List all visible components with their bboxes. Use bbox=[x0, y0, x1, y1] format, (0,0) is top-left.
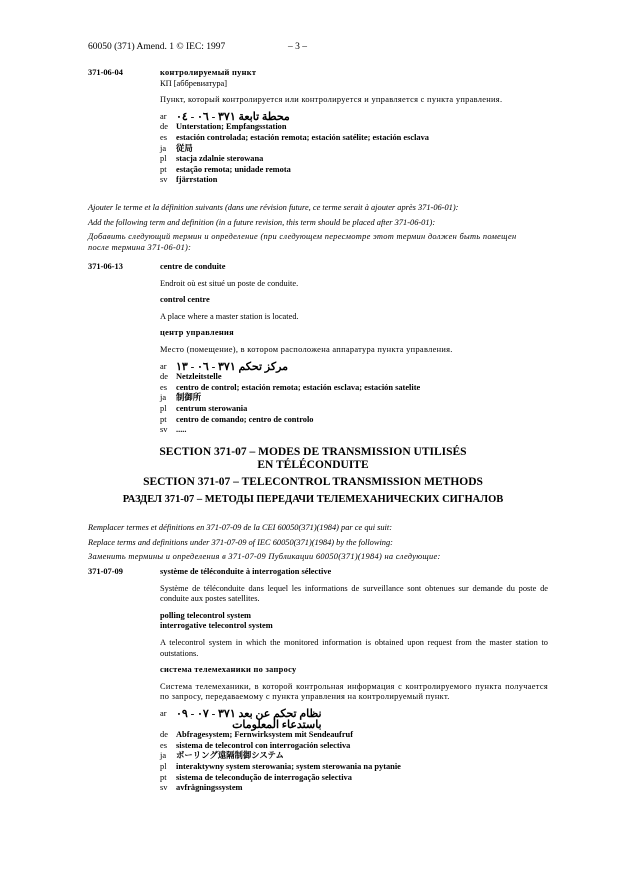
note-en: Add the following term and definition (in a future revision, this term should be placed after 371-06-01): bbox=[88, 217, 436, 227]
lang-row-ar: ar نظام تحكم عن بعد ٣٧١ - ٠٧ - ٠٩ باستدعاء المعلومات bbox=[160, 707, 322, 731]
note-fr: Remplacer termes et définitions en 371-07-09 de la CEI 60050(371)(1984) par ce qui suit: bbox=[88, 523, 392, 532]
note-fr: Ajouter le terme et la définition suivants (dans une révision future, ce terme serait à ajouter après 371-06-01): bbox=[88, 203, 459, 212]
lang-row: de Netzleitstelle bbox=[160, 372, 222, 382]
en-term-1: polling telecontrol system bbox=[160, 610, 252, 620]
lang-row: ja ポーリング遠隔制御システム bbox=[160, 751, 284, 761]
lang-row: ar مركز تحكم ٣٧١ - ٠٦ - ١٣ bbox=[160, 360, 289, 373]
lang-row: pl centrum sterowania bbox=[160, 403, 248, 413]
amendment-note-1 bbox=[88, 203, 538, 253]
entry-number: 371-07-09 bbox=[88, 567, 123, 576]
header-page-number: – 3 – bbox=[288, 42, 307, 52]
ru-term: система телемеханики по запросу bbox=[160, 665, 297, 675]
ru-definition: Система телемеханики, в которой контрольная информация с контролируемого пункта получается по запросу, передаваемому с пункта управления на контролируемый пункт. bbox=[160, 681, 548, 702]
en-term: control centre bbox=[160, 295, 210, 305]
lang-row: de Unterstation; Empfangsstation bbox=[160, 122, 287, 132]
section-title-ru: РАЗДЕЛ 371-07 – МЕТОДЫ ПЕРЕДАЧИ ТЕЛЕМЕХАНИЧЕСКИХ СИГНАЛОВ bbox=[122, 494, 504, 505]
lang-row: sv fjärrstation bbox=[160, 175, 218, 185]
section-title-fr-line2: EN TÉLÉCONDUITE bbox=[257, 459, 369, 471]
lang-row: sv ..... bbox=[160, 425, 187, 435]
ru-abbr: КП [аббревиатура] bbox=[160, 78, 228, 88]
lang-row: es centro de control; estación remota; estación esclava; estación satelite bbox=[160, 382, 421, 392]
lang-row: ja 従局 bbox=[160, 143, 193, 153]
lang-row: pt sistema de telecondução de interrogação selectiva bbox=[160, 772, 352, 782]
lang-row: sv avfrågningssystem bbox=[160, 783, 243, 793]
lang-row: es estación controlada; estación remota; estación satélite; estación esclava bbox=[160, 132, 429, 142]
note-ru: Заменить термины и определения в 371-07-09 Публикации 60050(371)(1984) на следующие: bbox=[88, 552, 441, 562]
note-ru: Добавить следующий термин и определение (при следующем пересмотре этот термин должен быть помещен после термина 371-06-01): bbox=[88, 232, 517, 252]
section-title-fr-line1: SECTION 371-07 – MODES DE TRANSMISSION UTILISÉS bbox=[159, 446, 467, 458]
lang-row: pt centro de comando; centro de controlo bbox=[160, 414, 314, 424]
lang-row: de Abfragesystem; Fernwirksystem mit Sendeaufruf bbox=[160, 730, 354, 740]
section-title-en: SECTION 371-07 – TELECONTROL TRANSMISSION METHODS bbox=[143, 476, 483, 488]
ru-term: контролируемый пункт bbox=[160, 68, 257, 77]
fr-term: système de téléconduite à interrogation sélective bbox=[160, 567, 332, 576]
ru-definition: Место (помещение), в котором расположена аппаратура пункта управления. bbox=[160, 344, 453, 354]
lang-row: ja 制御所 bbox=[160, 393, 202, 403]
lang-row: pt estação remota; unidade remota bbox=[160, 164, 291, 174]
section-heading bbox=[88, 446, 538, 506]
en-term-2: interrogative telecontrol system bbox=[160, 621, 273, 631]
en-definition: A telecontrol system in which the monitored information is obtained upon request from the master station to outstations. bbox=[160, 637, 548, 658]
entry-number: 371-06-13 bbox=[88, 262, 123, 271]
en-definition: A place where a master station is located. bbox=[160, 311, 299, 321]
lang-row: ar محطة تابعة ٣٧١ - ٠٦ - ٠٤ bbox=[160, 110, 290, 123]
amendment-note-2 bbox=[88, 523, 538, 563]
fr-term: centre de conduite bbox=[160, 262, 226, 271]
ru-definition: Пункт, который контролируется или контролируется и управляется с пункта управления. bbox=[160, 95, 503, 105]
entry-number: 371-06-04 bbox=[88, 68, 123, 77]
lang-row: pl stacja zdalnie sterowana bbox=[160, 154, 264, 164]
lang-row: es sistema de telecontrol con interrogación selectiva bbox=[160, 740, 351, 750]
ru-term: центр управления bbox=[160, 328, 235, 338]
fr-definition: Système de téléconduite dans lequel les informations de surveillance sont obtenues sur demande du poste de conduite aux postes satellites. bbox=[160, 583, 548, 604]
header-reference: 60050 (371) Amend. 1 © IEC: 1997 bbox=[88, 42, 226, 52]
fr-definition: Endroit où est situé un poste de conduite. bbox=[160, 278, 299, 288]
lang-row: pl interaktywny system sterowania; system sterowania na pytanie bbox=[160, 761, 401, 771]
note-en: Replace terms and definitions under 371-07-09 of IEC 60050(371)(1984) by the following: bbox=[88, 537, 393, 547]
